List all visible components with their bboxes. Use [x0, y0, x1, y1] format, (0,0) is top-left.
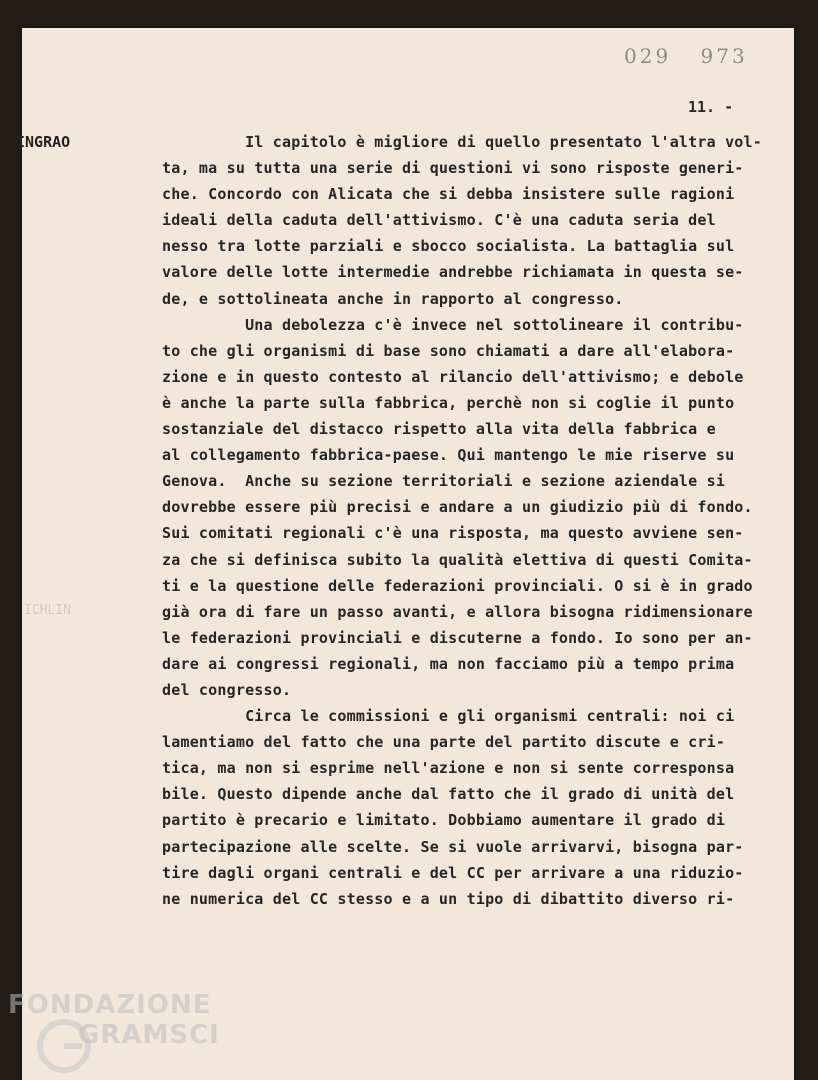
- transcript-body: [162, 129, 792, 912]
- speaker-name: INGRAO: [16, 133, 71, 151]
- watermark-line-2: GRAMSCI: [78, 1020, 220, 1050]
- paragraph: Circa le commissioni e gli organismi centrali: noi ci lamentiamo del fatto che una parte del partito discute e cri- tica, ma non si esprime nell'azione e non si sente corresponsa bile. Questo dipende anche dal fatto che il grado di unità del partito è precario e limitato. Dobbiamo aumentare il grado di partecipazione alle scelte. Se si vuole arrivarvi, bisogna par- tire dagli organi centrali e del CC per arrivare a una riduzio- ne numerica del CC stesso e a un tipo di dibattito diverso ri-: [162, 707, 744, 908]
- paragraph: Il capitolo è migliore di quello presentato l'altra vol- ta, ma su tutta una serie di questioni vi sono risposte generi- che. Concordo con Alicata che si debba insistere sulle ragioni ideali della caduta dell'attivismo. C'è una caduta seria del nesso tra lotte parziali e sbocco socialista. La battaglia sul valore delle lotte intermedie andrebbe richiamata in questa se- de, e sottolineata anche in rapporto al congresso.: [162, 133, 762, 308]
- page-number: 11. -: [688, 98, 734, 116]
- watermark-line-1: FONDAZIONE: [8, 990, 212, 1020]
- watermark: [8, 990, 220, 1050]
- archive-stamp-number: 029 973: [624, 44, 748, 68]
- bleed-through-text: ICHLIN: [24, 603, 71, 618]
- paragraph: Una debolezza c'è invece nel sottolineare il contribu- to che gli organismi di base sono chiamati a dare all'elabora- zione e in questo contesto al rilancio dell'attivismo; e debole è anche la parte sulla fabbrica, perchè non si coglie il punto sostanziale del distacco rispetto alla vita della fabbrica e al collegamento fabbrica-paese. Qui mantengo le mie riserve su Genova. Anche su sezione territoriali e sezione aziendale si dovrebbe essere più precisi e andare a un giudizio più di fondo. Sui comitati regionali c'è una risposta, ma questo avviene sen- za che si definisca subito la qualità elettiva di questi Comita- ti e la questione delle federazioni provinciali. O si è in grado già ora di fare un passo avanti, e allora bisogna ridimensionare le federazioni provinciali e discuterne a fondo. Io sono per an- dare ai congressi regionali, ma non facciamo più a tempo prima del congresso.: [162, 315, 753, 699]
